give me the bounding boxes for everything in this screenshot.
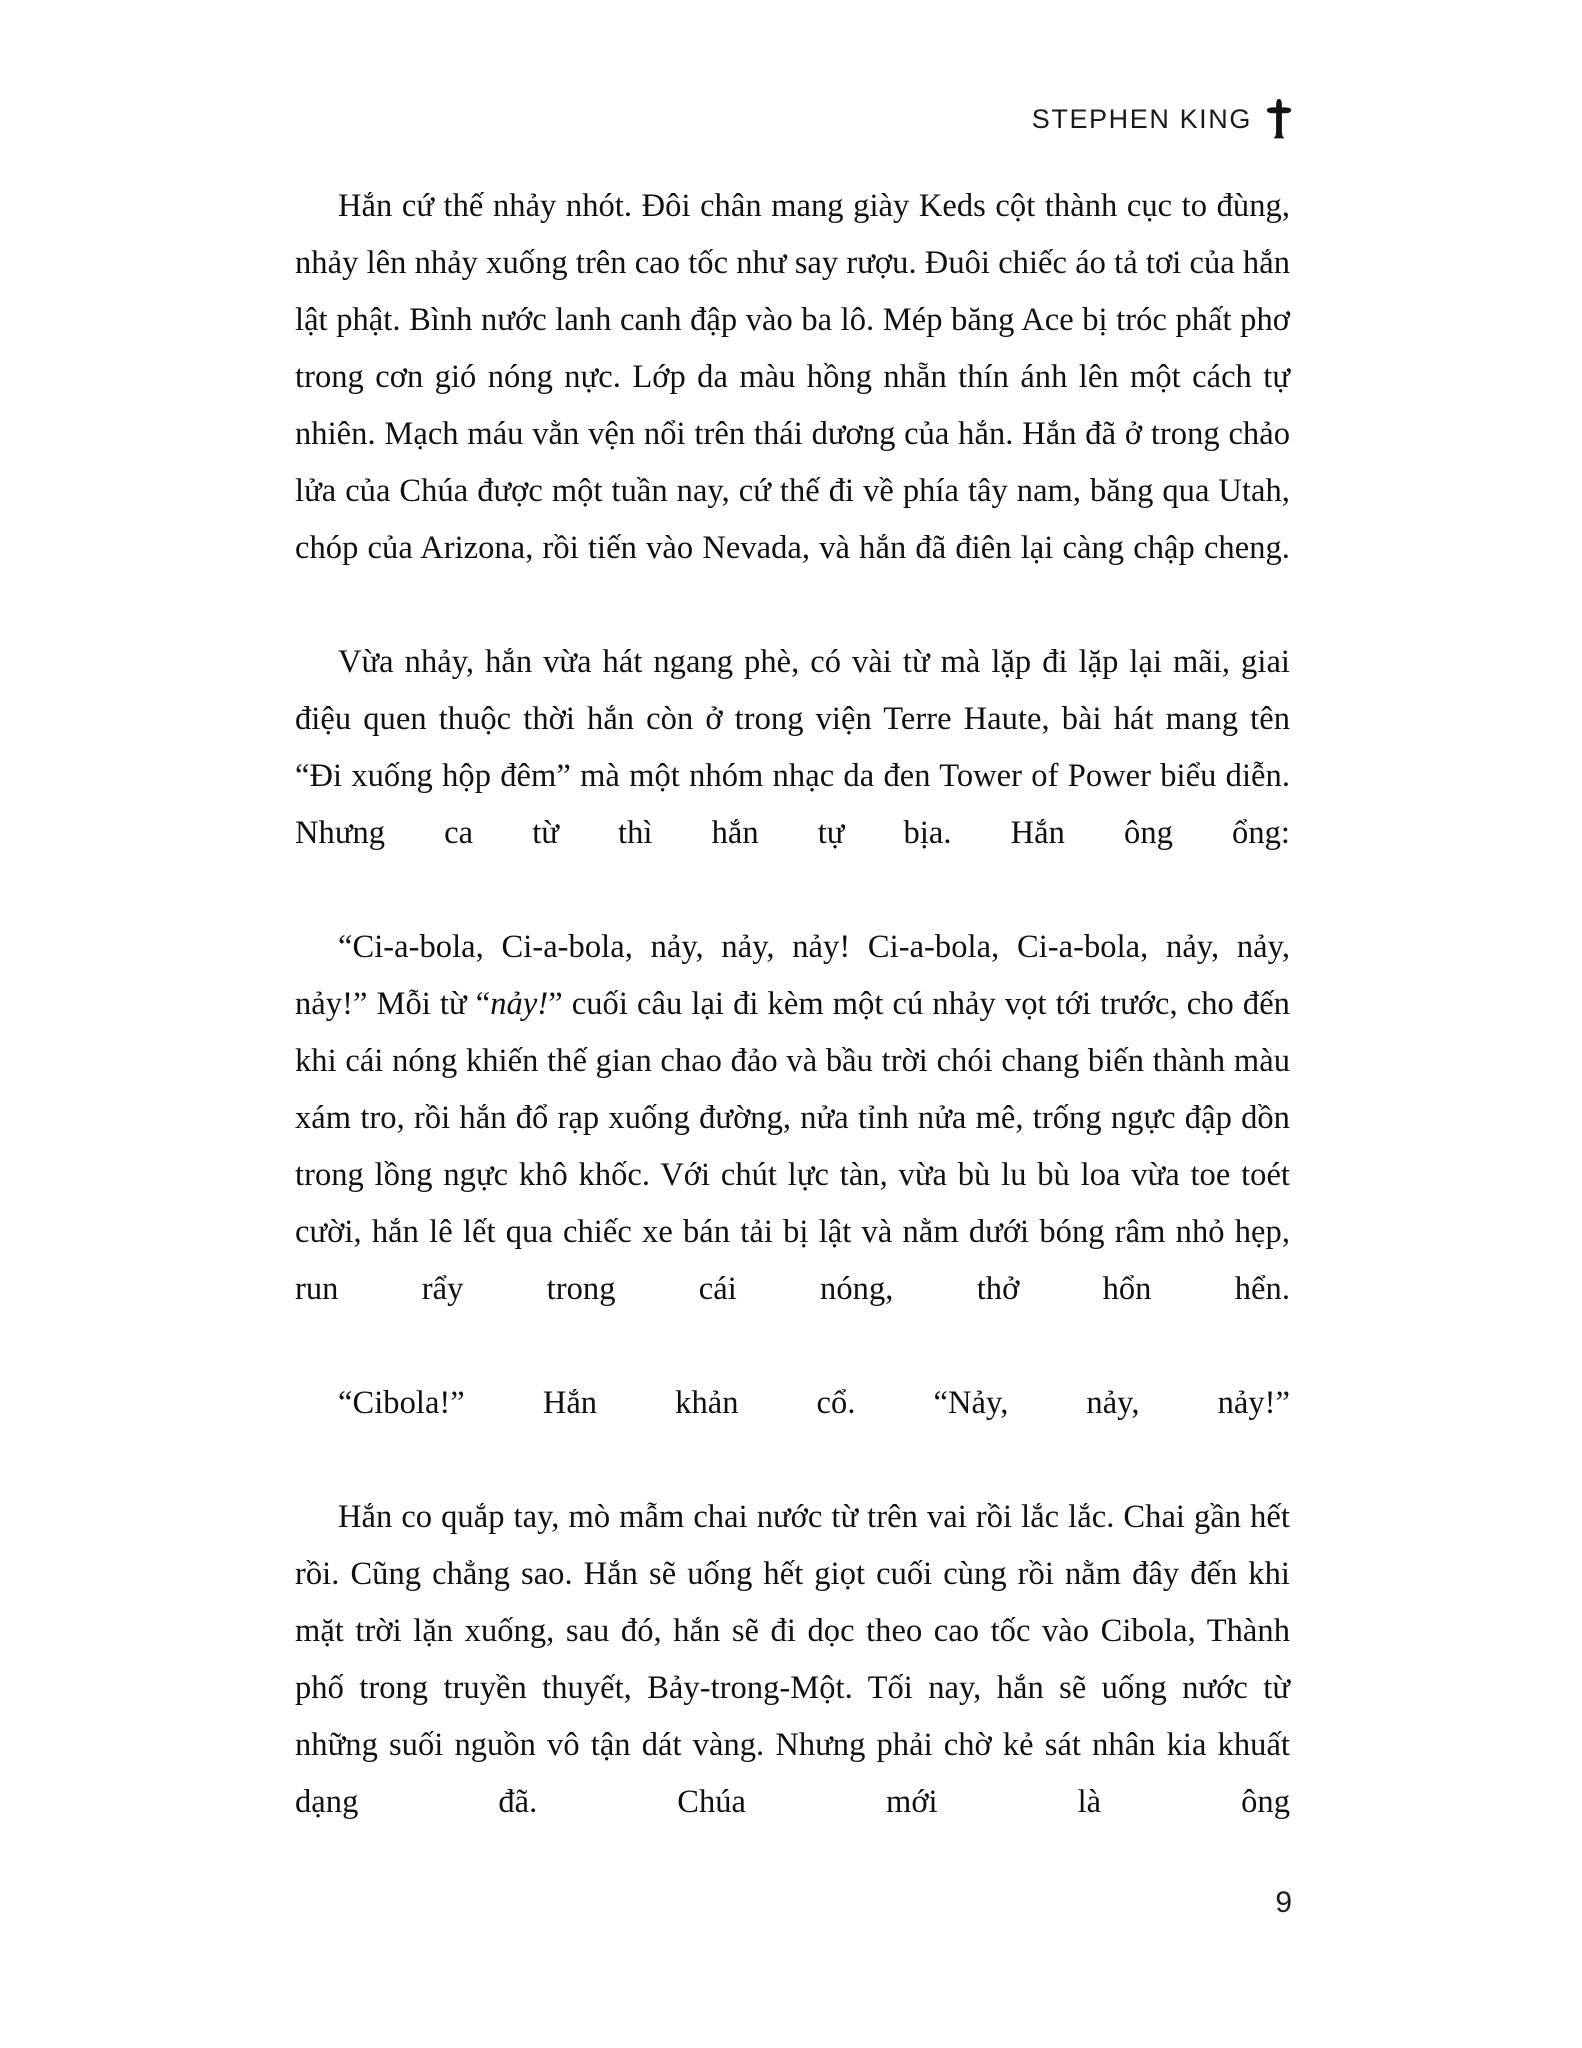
paragraph-1: Hắn cứ thế nhảy nhót. Đôi chân mang giày Keds cột thành cục to đùng, nhảy lên nhảy xuống trên cao tốc như say rượu. Đuôi chiếc áo tả tơi của hắn lật phật. Bình nước lanh canh đập vào ba lô. Mép băng Ace bị tróc phất phơ trong cơn gió nóng nực. Lớp da màu hồng nhẵn thín ánh lên một cách tự nhiên. Mạch máu vằn vện nổi trên thái dương của hắn. Hắn đã ở trong chảo lửa của Chúa được một tuần nay, cứ thế đi về phía tây nam, băng qua Utah, chóp của Arizona, rồi tiến vào Nevada, và hắn đã điên lại càng chập cheng. [295,188,1290,566]
paragraph-3-tail: ” cuối câu lại đi kèm một cú nhảy vọt tới trước, cho đến khi cái nóng khiến thế gian chao đảo và bầu trời chói chang biến thành màu xám tro, rồi hắn đổ rạp xuống đường, nửa tỉnh nửa mê, trống ngực đập dồn trong lồng ngực khô khốc. Với chút lực tàn, vừa bù lu bù loa vừa toe toét cười, hắn lê lết qua chiếc xe bán tải bị lật và nằm dưới bóng râm nhỏ hẹp, run rẩy trong cái nóng, thở hổn hển. [295,986,1290,1307]
paragraph-2: Vừa nhảy, hắn vừa hát ngang phè, có vài từ mà lặp đi lặp lại mãi, giai điệu quen thuộc thời hắn còn ở trong viện Terre Haute, bài hát mang tên “Đi xuống hộp đêm” mà một nhóm nhạc da đen Tower of Power biểu diễn. Nhưng ca từ thì hắn tự bịa. Hắn ông ổng: [295,644,1290,851]
paragraph-5: Hắn co quắp tay, mò mẫm chai nước từ trên vai rồi lắc lắc. Chai gần hết rồi. Cũng chẳng sao. Hắn sẽ uống hết giọt cuối cùng rồi nằm đây đến khi mặt trời lặn xuống, sau đó, hắn sẽ đi dọc theo cao tốc vào Cibola, Thành phố trong truyền thuyết, Bảy-trong-Một. Tối nay, hắn sẽ uống nước từ những suối nguồn vô tận dát vàng. Nhưng phải chờ kẻ sát nhân kia khuất dạng đã. Chúa mới là ông [295,1499,1290,1820]
paragraph-3-emphasis: nảy! [490,986,549,1022]
cross-icon [1266,99,1292,139]
running-head-title: STEPHEN KING [1031,103,1252,134]
page-number: 9 [1275,1886,1292,1919]
paragraph-3 [295,919,1290,1375]
paragraph-4: “Cibola!” Hắn khản cổ. “Nảy, nảy, nảy!” [338,1385,1290,1421]
running-head [1032,96,1292,142]
body-text-block [295,178,1290,1888]
paragraph-3-lead: “Ci-a-bola, Ci-a-bola, nảy, nảy, nảy! Ci-a-bola, Ci-a-bola, nảy, nảy, nảy!” Mỗi từ “ [295,929,1290,1022]
